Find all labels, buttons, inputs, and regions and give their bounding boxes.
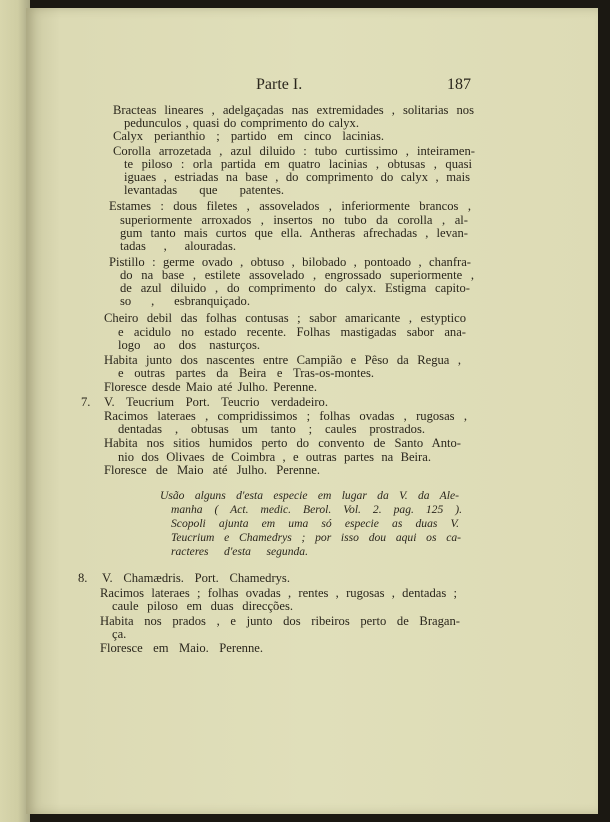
text-line: V. Teucrium Port. Teucrio verdadeiro.: [104, 395, 328, 409]
text-line: Teucrium e Chamedrys ; por isso dou aqui os ca-: [171, 531, 461, 544]
text-line: Usão alguns d'esta especie em lugar da V. da Ale-: [160, 489, 459, 502]
text-line: Bracteas lineares , adelgaçadas nas extremidades , solitarias nos: [113, 103, 474, 117]
text-line: Estames : dous filetes , assovelados , inferiormente brancos ,: [109, 199, 471, 213]
text-line: Calyx perianthio ; partido em cinco lacinias.: [113, 129, 384, 143]
text-line: logo ao dos nasturços.: [118, 338, 260, 352]
text-line: e outras partes da Beira e Tras-os-montes.: [118, 366, 374, 380]
text-line: gum tanto mais curtos que ella. Antheras afrechadas , levan-: [120, 226, 468, 240]
text-line: pedunculos , quasi do comprimento do calyx.: [124, 116, 359, 130]
text-line: nio dos Olivaes de Coimbra , e outras partes na Beira.: [118, 450, 431, 464]
text-line: Floresce desde Maio até Julho. Perenne.: [104, 380, 317, 394]
text-line: tadas , alouradas.: [120, 239, 236, 253]
text-line: e acidulo no estado recente. Folhas mastigadas sabor ana-: [118, 325, 466, 339]
page-number: 187: [447, 76, 471, 93]
text-line: V. Chamædris. Port. Chamedrys.: [102, 571, 290, 585]
text-line: Habita nos prados , e junto dos ribeiros perto de Bragan-: [100, 614, 460, 628]
text-line: Floresce de Maio até Julho. Perenne.: [104, 463, 320, 477]
entry-number: 7.: [81, 395, 91, 409]
text-line: racteres d'esta segunda.: [171, 545, 308, 558]
text-line: Habita nos sitios humidos perto do convento de Santo Anto-: [104, 436, 461, 450]
text-line: so , esbranquiçado.: [120, 294, 250, 308]
text-line: Pistillo : germe ovado , obtuso , bilobado , pontoado , chanfra-: [109, 255, 471, 269]
text-line: do na base , estilete assovelado , engrossado superiormente ,: [120, 268, 474, 282]
entry-number: 8.: [78, 571, 88, 585]
text-line: te piloso : orla partida em quatro lacinias , obtusas , quasi: [124, 157, 472, 171]
text-line: levantadas que patentes.: [124, 183, 284, 197]
text-line: ça.: [112, 627, 127, 641]
text-line: superiormente arroxados , insertos no tubo da corolla , al-: [120, 213, 468, 227]
running-header: [0, 76, 610, 96]
text-line: Corolla arrozetada , azul diluido : tubo curtissimo , inteiramen-: [113, 144, 475, 158]
text-line: manha ( Act. medic. Berol. Vol. 2. pag. 125 ).: [171, 503, 462, 516]
text-line: dentadas , obtusas um tanto ; caules prostrados.: [118, 422, 425, 436]
text-line: Cheiro debil das folhas contusas ; sabor amaricante , estyptico: [104, 311, 466, 325]
text-line: Racimos lateraes , compridissimos ; folhas ovadas , rugosas ,: [104, 409, 467, 423]
page-title: Parte I.: [256, 76, 303, 93]
text-line: Floresce em Maio. Perenne.: [100, 641, 263, 655]
text-line: Scopoli ajunta em uma só especie as duas V.: [171, 517, 459, 530]
text-line: Habita junto dos nascentes entre Campião e Pêso da Regua ,: [104, 353, 461, 367]
text-line: de azul diluido , do comprimento do calyx. Estigma capito-: [120, 281, 470, 295]
text-line: caule piloso em duas direcções.: [112, 599, 293, 613]
text-line: Racimos lateraes ; folhas ovadas , rentes , rugosas , dentadas ;: [100, 586, 457, 600]
text-line: iguaes , estriadas na base , do comprimento do calyx , mais: [124, 170, 470, 184]
